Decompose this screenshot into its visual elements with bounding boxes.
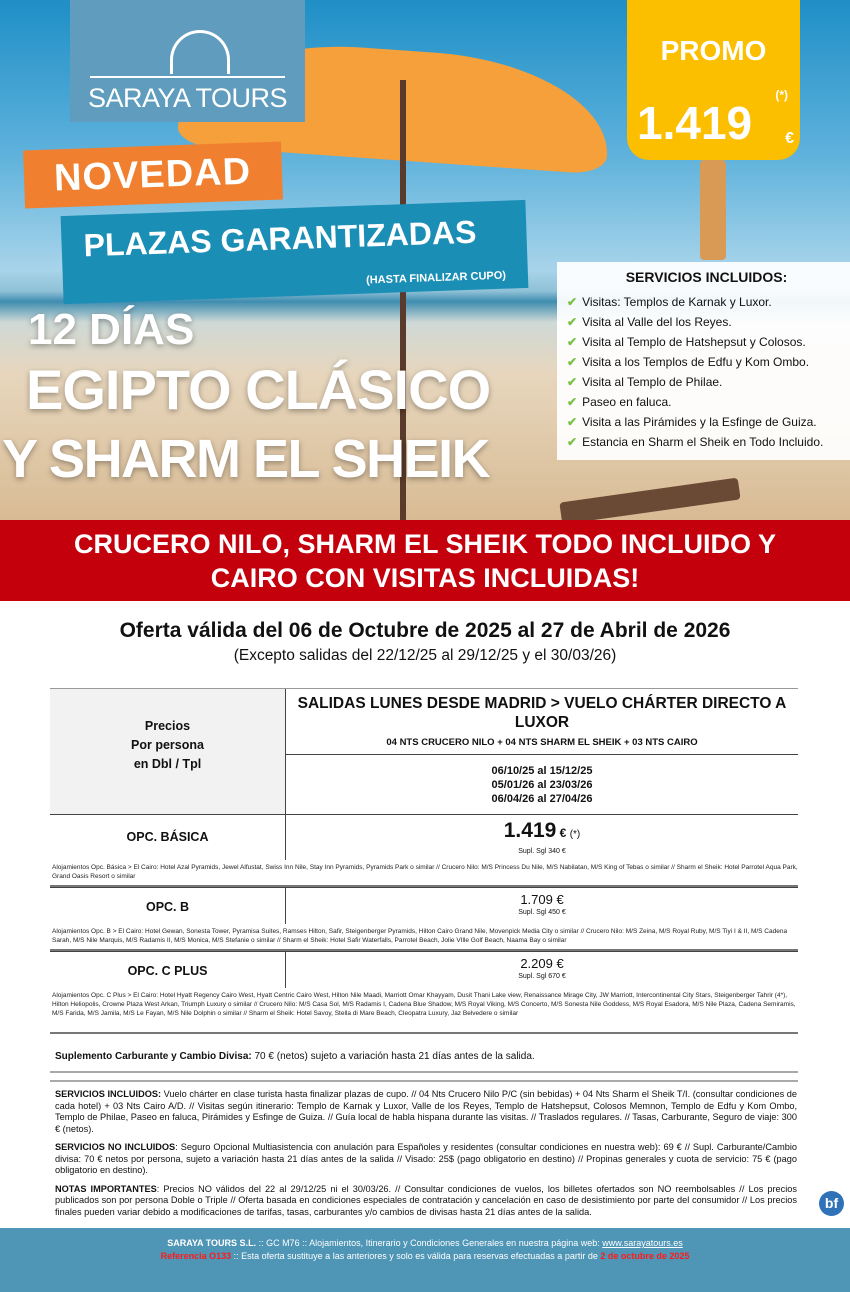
included-services-text	[55, 1089, 797, 1135]
service-item	[567, 372, 846, 392]
header-cell	[286, 689, 798, 814]
plazas-garantizadas-tag	[61, 200, 529, 304]
check-icon: ✔	[567, 415, 578, 429]
service-item	[567, 352, 846, 372]
service-item	[567, 392, 846, 412]
hero-image	[0, 0, 850, 520]
price-row	[50, 814, 798, 887]
service-text: Visita al Templo de Philae.	[582, 375, 723, 389]
asterisk: (*)	[569, 829, 581, 840]
check-icon: ✔	[567, 315, 578, 329]
check-icon: ✔	[567, 375, 578, 389]
option-price: 1.419	[503, 819, 557, 842]
single-supplement: Supl. Sgl 450 €	[518, 909, 566, 916]
check-icon: ✔	[567, 295, 578, 309]
price-label: en Dbl / Tpl	[133, 757, 202, 771]
reference-code: Referencia O133	[160, 1251, 232, 1261]
price-row	[50, 951, 798, 1034]
option-name: OPC. BÁSICA	[50, 815, 286, 860]
accommodation-note: Alojamientos Opc. B > El Cairo: Hotel Gewan, Sonesta Tower, Pyramisa Suites, Ramses Hilton, Safir, Steigenberger Pyramids, Hilton Cairo Grand Nile, Movenpick Media City o similar // Crucero Nilo: M/S Zeina, M/S Royal Ruby, M/S Tiyi I & II, M/S Cadena Sarah, M/S Nile Marquis, M/S Radamis II, M/S Monica, M/S Stefanie o similar // Sharm el Sheik: Hotel Safir Waterfalls, Parrotel Beach, Jolie VIlle Golf Beach, Naama Bay o similar	[50, 924, 798, 951]
option-price: 1.709 €	[520, 892, 564, 907]
notes-value: : Precios NO válidos del 22 al 29/12/25 ni el 30/03/26. // Consultar condiciones de vuelos, los billetes ofertados son NO reembolsables // Los precios publicados son por persona Doble o Triple // Oferta basada en condiciones especiales de contratación y cancelación en caso de desistimiento por parte del consumidor // Los precios finales pueden variar debido a modificaciones de tarifas, tasas, carburantes y/o cambios de divisas hasta 21 días antes de la salida.	[55, 1183, 797, 1217]
days-title: 12 DÍAS	[28, 305, 195, 354]
offer-subtitle: (Excepto salidas del 22/12/25 al 29/12/25 y el 30/03/26)	[233, 647, 617, 664]
bf-badge-icon: bf	[819, 1191, 844, 1216]
check-icon: ✔	[567, 435, 578, 449]
plazas-text: PLAZAS GARANTIZADAS	[83, 213, 477, 264]
closed-umbrella	[700, 160, 726, 260]
service-text: Visita al Valle del los Reyes.	[582, 315, 732, 329]
novedad-tag	[23, 142, 283, 209]
service-item	[567, 432, 846, 452]
not-included-text	[55, 1142, 797, 1177]
notes-label: NOTAS IMPORTANTES	[55, 1183, 157, 1194]
price-label: Por persona	[131, 738, 204, 752]
promo-label: PROMO	[660, 35, 767, 66]
price-label-cell	[50, 689, 286, 814]
pharaoh-logo-icon	[170, 30, 230, 74]
date-range: 05/01/26 al 23/03/26	[491, 779, 593, 791]
offer-title: Oferta válida del 06 de Octubre de 2025 al 27 de Abril de 2026	[119, 619, 731, 642]
option-price-cell	[286, 888, 798, 924]
included-label: SERVICIOS INCLUIDOS:	[55, 1089, 162, 1099]
supplement-label: Suplemento Carburante y Cambio Divisa:	[55, 1051, 252, 1062]
promo-asterisk: (*)	[775, 88, 788, 102]
table-subheader: 04 NTS CRUCERO NILO + 04 NTS SHARM EL SHEIK + 03 NTS CAIRO	[286, 732, 798, 755]
main-title-1: EGIPTO CLÁSICO	[26, 358, 491, 421]
option-name: OPC. B	[50, 888, 286, 924]
main-title-2: Y SHARM EL SHEIK	[2, 429, 490, 489]
option-price-cell	[286, 952, 798, 988]
option-price: 2.209 €	[520, 956, 564, 971]
included-value: Vuelo chárter en clase turista hasta finalizar plazas de cupo. // 04 Nts Crucero Nilo P/C (sin bebidas) + 04 Nts Sharm el Sheik T/I. (consultar condiciones de cada hotel) + 03 Nts Cairo A/D. // Visitas según itinerario: Templo de Karnak y Luxor, Valle de los Reyes, Templo de Hatshepsut, Colosos Memnon, Templo de Edfu y Kom Ombo, Templo de Philae, Paseo en faluca, Pirámides y Esfinge de Guiza. // Guía local de habla hispana durante las visitas. // Traslados regulares. // Tasas, Carburante, Seguro de viaje: 300 € (netos).	[55, 1089, 797, 1134]
single-supplement: Supl. Sgl 670 €	[518, 973, 566, 980]
service-text: Estancia en Sharm el Sheik en Todo Incluido.	[582, 435, 824, 449]
service-text: Visita a los Templos de Edfu y Kom Ombo.	[582, 355, 810, 369]
single-supplement: Supl. Sgl 340 €	[518, 848, 566, 855]
price-row	[50, 887, 798, 951]
footer	[0, 1228, 850, 1292]
service-text: Paseo en faluca.	[582, 395, 672, 409]
table-header: SALIDAS LUNES DESDE MADRID > VUELO CHÁRTER DIRECTO A LUXOR	[297, 695, 787, 731]
beach-chair	[559, 478, 740, 520]
banner-line-1: CRUCERO NILO, SHARM EL SHEIK TODO INCLUIDO Y	[73, 529, 777, 559]
service-text: Visita a las Pirámides y la Esfinge de Guiza.	[582, 415, 817, 429]
service-item	[567, 292, 846, 312]
service-item	[567, 412, 846, 432]
lower-content	[50, 688, 839, 1218]
footer-text-2: :: Esta oferta sustituye a las anteriores y solo es válida para reservas efectuadas a partir de	[231, 1251, 601, 1261]
services-title: SERVICIOS INCLUIDOS:	[625, 269, 788, 285]
service-item	[567, 332, 846, 352]
promo-price: 1.419	[637, 97, 753, 149]
check-icon: ✔	[567, 395, 578, 409]
important-notes-text	[55, 1184, 797, 1219]
option-price-cell	[286, 815, 798, 860]
valid-from-date: 2 de octubre de 2025	[600, 1251, 690, 1261]
brand-name: SARAYA TOURS	[87, 83, 288, 113]
not-included-label: SERVICIOS NO INCLUIDOS	[55, 1142, 176, 1152]
check-icon: ✔	[567, 335, 578, 349]
currency: €	[559, 826, 567, 840]
footer-company: SARAYA TOURS S.L.	[167, 1238, 257, 1248]
banner-line-2: CAIRO CON VISITAS INCLUIDAS!	[210, 563, 640, 593]
accommodation-note: Alojamientos Opc. Básica > El Cairo: Hotel Azal Pyramids, Jewel Alfustat, Swiss Inn Nile, Stay Inn Pyramids, Pyramids Park o similar // Crucero Nilo: M/S Princess Du Nile, M/S Nabilatan, M/S King of Tebas o similar // Sharm el Sheik: Hotel Parrotel Aqua Park, Grand Oasis Resort o similar	[50, 860, 798, 887]
service-text: Visita al Templo de Hatshepsut y Colosos.	[582, 335, 806, 349]
accommodation-note: Alojamientos Opc. C Plus > El Cairo: Hotel Hyatt Regency Cairo West, Hyatt Centric Cairo West, Hilton Nile Maadi, Marriott Omar Khayyam, Dusit Thani Lake view, Renaissance Mirage City, JW Marriott, Intercontinental City Stars, Steigenberger Tahrir (4*), Hilton Heliopolis, Crowne Plaza West Arkan, Triumph Luxury o similar // Crucero Nilo: M/S Casa Sol, M/S Radamis I, Cadena Blue Shadow, M/S Royal Viking, M/S Concerto, M/S Sonesta Nile Goddess, M/S Royal Esadora, M/S Nile Plaza, Cadena Semiramis, M/S Farida, M/S Jamila, M/S Le Fayan, M/S Nile Dolphin o similar // Sharm el Sheik: Hotel Savoy, Stella di Mare Beach, Cleopatra Luxury, Jaz Belvedere o similar	[50, 988, 798, 1034]
red-banner	[0, 520, 850, 601]
check-icon: ✔	[567, 355, 578, 369]
saraya-tours-logo	[70, 0, 305, 122]
footer-text: :: GC M76 :: Alojamientos, Itinerario y Condiciones Generales en nuestra página web:	[256, 1238, 603, 1248]
website-link[interactable]: www.sarayatours.es	[602, 1238, 683, 1248]
price-table	[50, 688, 798, 1034]
promo-currency: €	[785, 130, 794, 147]
supplement-text	[55, 1050, 797, 1063]
services-included-panel	[557, 262, 850, 460]
supplement-value: 70 € (netos) sujeto a variación hasta 21 días antes de la salida.	[251, 1051, 535, 1062]
not-included-value: : Seguro Opcional Multiasistencia con anulación para Españoles y residentes (consultar condiciones en nuestra web): 69 € // Supl. Carburante/Cambio divisa: 70 € netos por persona, sujeto a variación hasta 21 días antes de la salida // Visado: 25$ (pago obligatorio en destino) // Propinas generales y cuota de servicio: 75 € (pago obligatorio en destino).	[55, 1142, 797, 1175]
date-range: 06/04/26 al 27/04/26	[491, 793, 593, 805]
service-text: Visitas: Templos de Karnak y Luxor.	[582, 295, 772, 309]
promo-badge	[627, 0, 800, 160]
date-range: 06/10/25 al 15/12/25	[491, 765, 593, 777]
price-label: Precios	[144, 719, 191, 733]
cupo-text: (HASTA FINALIZAR CUPO)	[365, 269, 507, 287]
option-name: OPC. C PLUS	[50, 952, 286, 988]
service-item	[567, 312, 846, 332]
novedad-text: NOVEDAD	[53, 150, 252, 200]
